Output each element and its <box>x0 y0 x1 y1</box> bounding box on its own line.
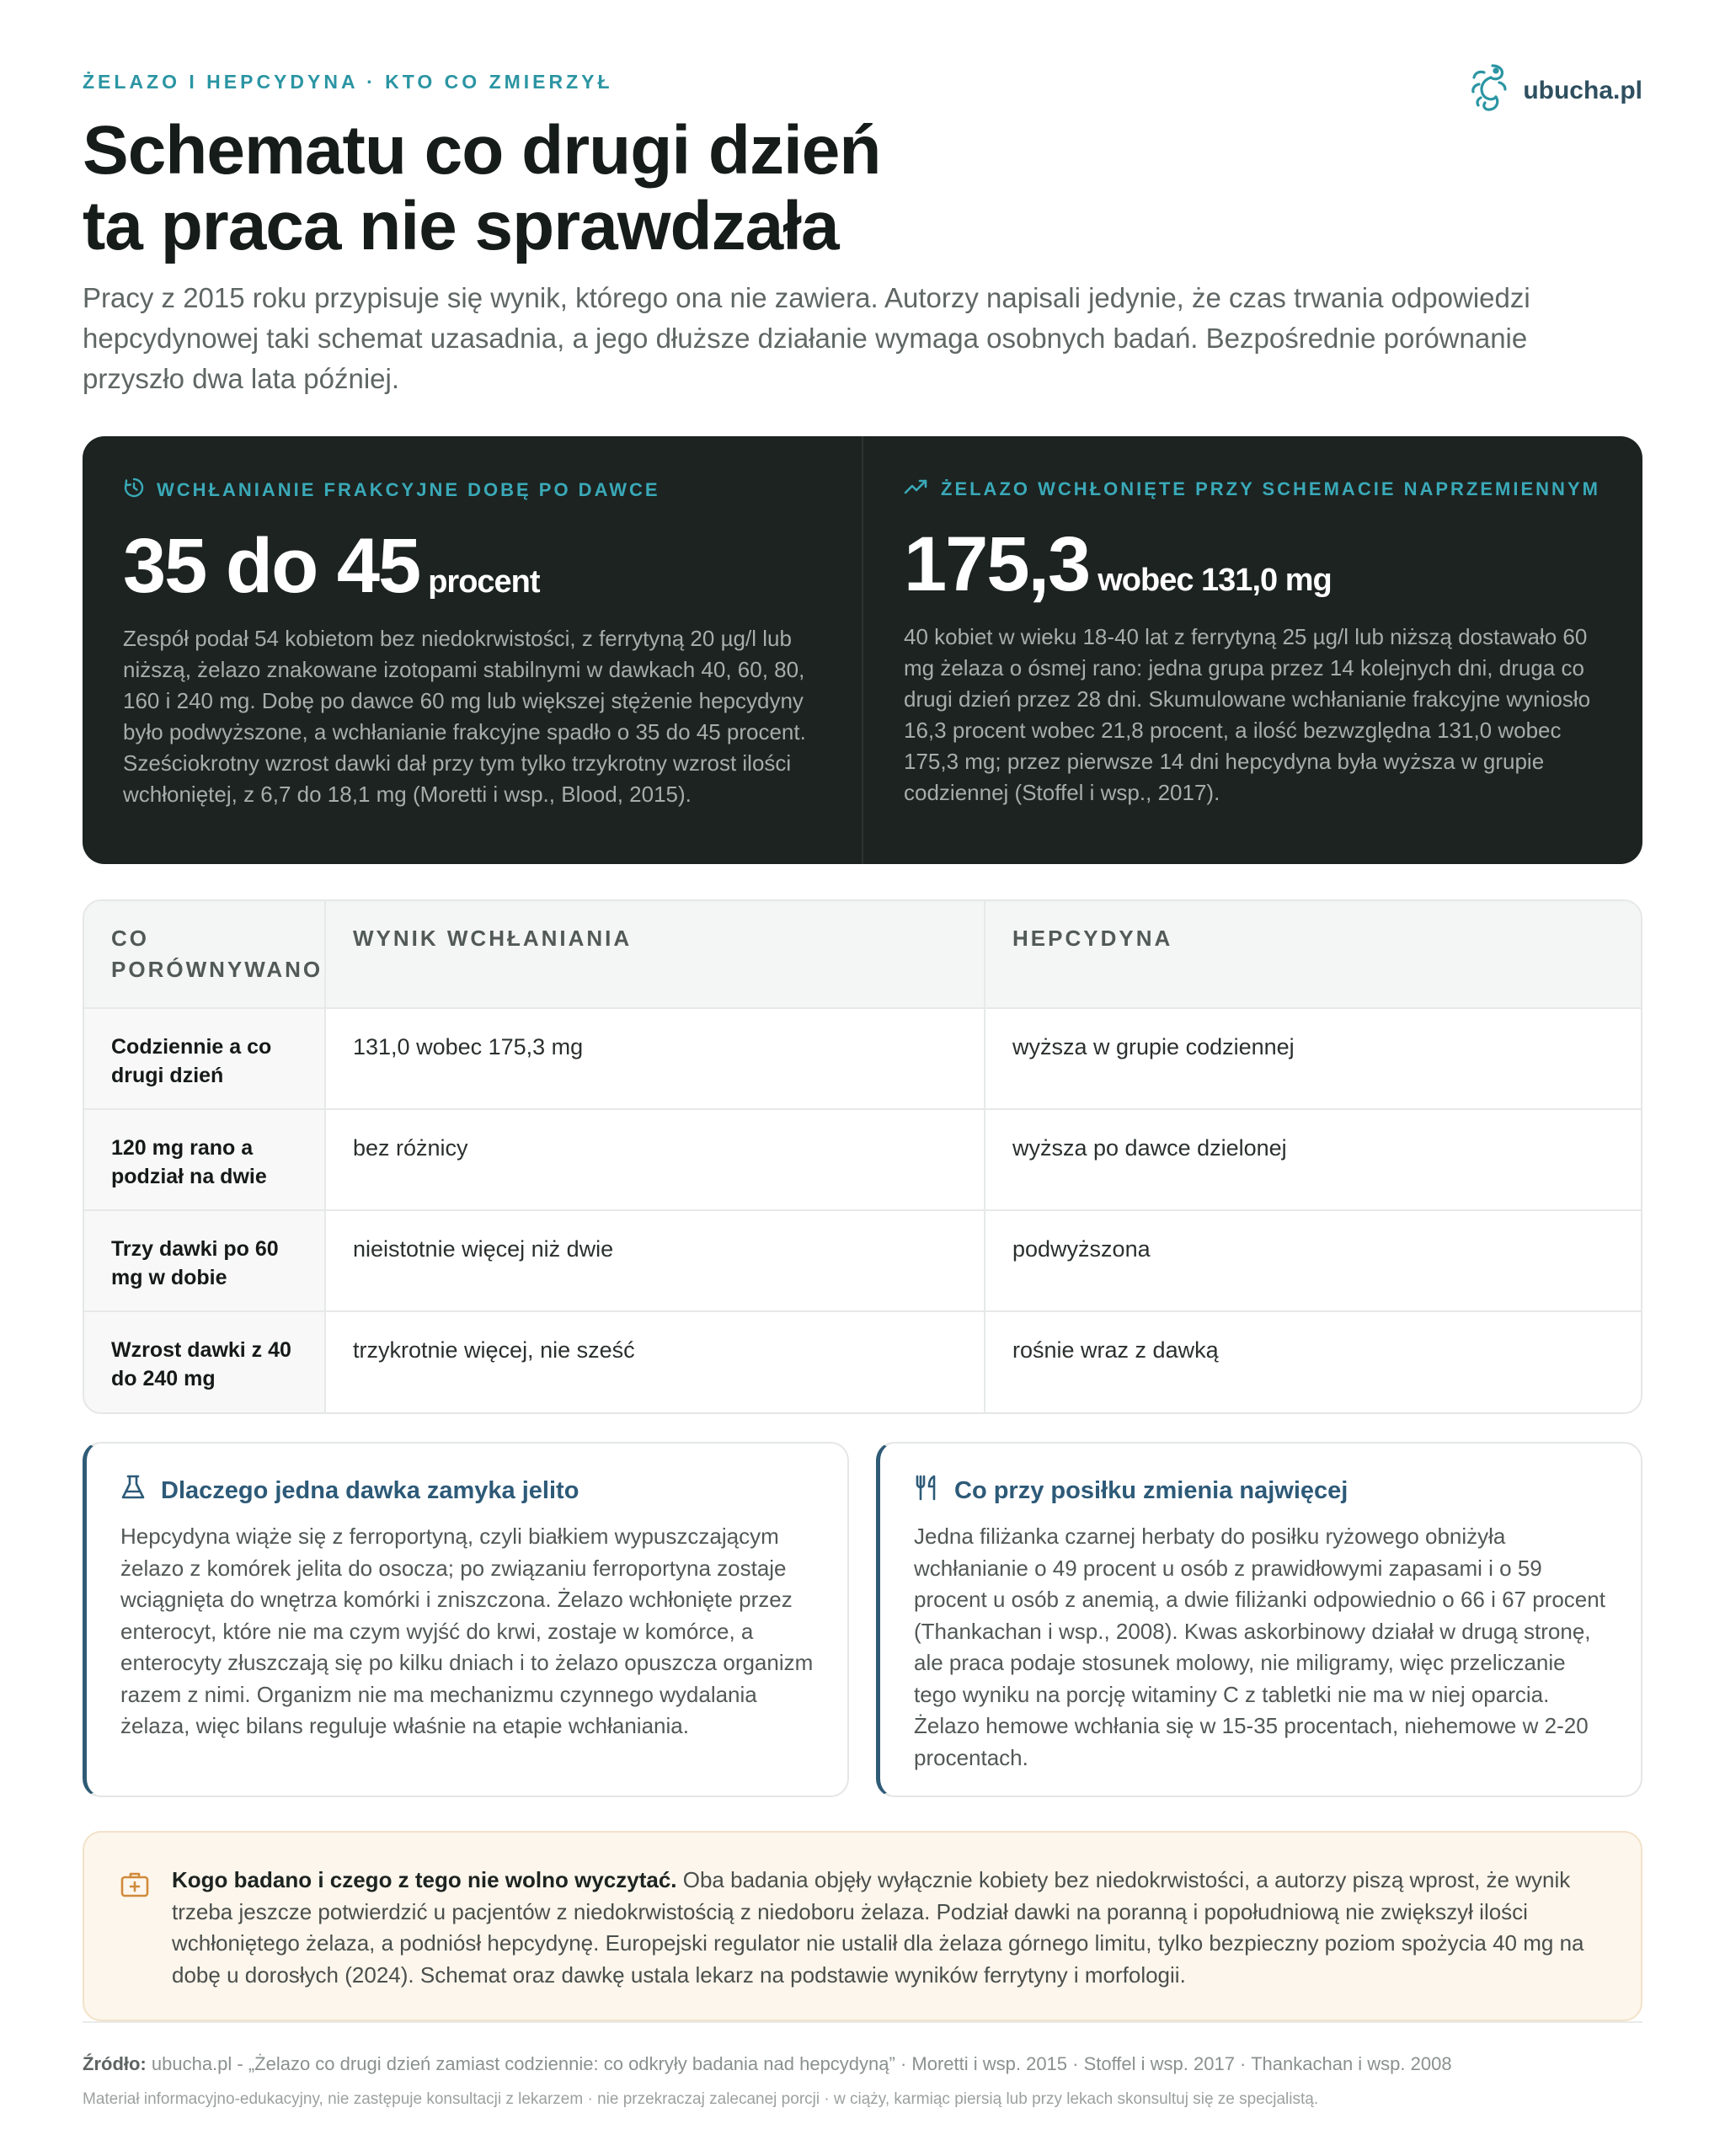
table-cell-hepcidin: rośnie wraz z dawką <box>985 1311 1642 1412</box>
table-cell-comparison: Trzy dawki po 60 mg w dobie <box>84 1210 325 1311</box>
page <box>83 0 1642 2156</box>
stat-absorption <box>83 436 862 864</box>
source-text: ubucha.pl - „Żelazo co drugi dzień zamiast codziennie: co odkryły badania nad hepcydyną” · Moretti i wsp. 2015 · Stoffel i wsp. 2017 · Thankachan i wsp. 2008 <box>146 2053 1452 2074</box>
table-cell-hepcidin: wyższa po dawce dzielonej <box>985 1109 1642 1210</box>
table-cell-hepcidin: wyższa w grupie codziennej <box>985 1008 1642 1109</box>
stat-label <box>904 477 1604 502</box>
table-row <box>84 1109 1642 1210</box>
utensils-icon <box>914 1474 939 1508</box>
warning-note <box>83 1831 1642 2021</box>
stat-description: 40 kobiet w wieku 18-40 lat z ferrytyną 25 µg/l lub niższą dostawało 60 mg żelaza o ósmej rano: jedna grupa przez 14 kolejnych dni, druga co drugi dzień przez 28 dni. Skumulowane wchłanianie frakcyjne wyniosło 16,3 procent wobec 21,8 procent, a ilość bezwzględna 131,0 wobec 175,3 mg; przez pierwsze 14 dni hepcydyna była wyższa w grupie codziennej (Stoffel i wsp., 2017). <box>904 624 1591 805</box>
note-lead: Kogo badano i czego z tego nie wolno wyczytać. <box>172 1867 677 1892</box>
trend-up-icon <box>904 477 929 502</box>
card-title: Co przy posiłku zmienia najwięcej <box>954 1476 1348 1504</box>
info-card-meal <box>876 1442 1642 1797</box>
card-text: Jedna filiżanka czarnej herbaty do posiłku ryżowego obniżyła wchłanianie o 49 procent u osób z prawidłowymi zapasami i o 59 procent u osób z anemią, a dwie filiżanki odpowiednio o 66 i 67 procent (Thankachan i wsp., 2008). Kwas askorbinowy działał w drugą stronę, ale praca podaje stosunek molowy, nie miligramy, więc przeliczanie tego wyniku na porcję witaminy C z tabletki nie ma w niej oparcia. Żelazo hemowe wchłania się w 15-35 procentach, niehemowe w 2-20 procentach. <box>914 1524 1605 1770</box>
table-cell-absorption: bez różnicy <box>325 1109 985 1210</box>
stat-unit: wobec 131,0 mg <box>1097 563 1332 598</box>
brand-name: ubucha.pl <box>1523 76 1642 104</box>
table-cell-comparison: Wzrost dawki z 40 do 240 mg <box>84 1311 325 1412</box>
table-row <box>84 1210 1642 1311</box>
source-label: Źródło: <box>83 2053 147 2074</box>
table-cell-hepcidin: podwyższona <box>985 1210 1642 1311</box>
card-text: Hepcydyna wiąże się z ferroportyną, czyli białkiem wypuszczającym żelazo z komórek jelita do osocza; po związaniu ferroportyna zostaje wciągnięta do wnętrza komórki i zniszczona. Żelazo wchłonięte przez enterocyt, które nie ma czym wyjść do krwi, zostaje w komórce, a enterocyty złuszczają się po kilku dniach i to żelazo opuszcza organizm razem z nimi. Organizm nie ma mechanizmu czynnego wydalania żelaza, więc bilans reguluje właśnie na etapie wchłaniania. <box>120 1524 814 1738</box>
note-body: Oba badania objęły wyłącznie kobiety bez niedokrwistości, a autorzy piszą wprost, że wynik trzeba jeszcze potwierdzić u pacjentów z niedokrwistością z niedoboru żelaza. Podział dawki na poranną i popołudniową nie zwiększył ilości wchłoniętego żelaza, a podniósł hepcydynę. Europejski regulator nie ustalił dla żelaza górnego limitu, tylko bezpieczny poziom spożycia 40 mg na dobę u dorosłych (2024). Schemat oraz dawkę ustala lekarz na podstawie wyników ferrytyny i morfologii. <box>172 1867 1584 1988</box>
table-row <box>84 1008 1642 1109</box>
lead-paragraph: Pracy z 2015 roku przypisuje się wynik, którego ona nie zawiera. Autorzy napisali jedynie, że czas trwania odpowiedzi hepcydynowej taki schemat uzasadnia, a jego dłuższe działanie wymaga osobnych badań. Bezpośrednie porównanie przyszło dwa lata później. <box>83 282 1530 394</box>
card-title: Dlaczego jedna dawka zamyka jelito <box>161 1476 579 1504</box>
brand-logo[interactable] <box>1467 59 1642 122</box>
stat-unit: procent <box>428 564 540 600</box>
note-text <box>172 1865 1599 1991</box>
info-card-gut <box>83 1442 849 1797</box>
table-row <box>84 1311 1642 1412</box>
table-cell-absorption: 131,0 wobec 175,3 mg <box>325 1008 985 1109</box>
stat-value <box>123 524 823 608</box>
medical-kit-icon <box>120 1870 150 1903</box>
stat-description: Zespół podał 54 kobietom bez niedokrwistości, z ferrytyną 20 µg/l lub niższą, żelazo znakowane izotopami stabilnymi w dawkach 40, 60, 80, 160 i 240 mg. Dobę po dawce 60 mg lub większej stężenie hepcydyny było podwyższone, a wchłanianie frakcyjne spadło o 35 do 45 procent. Sześciokrotny wzrost dawki dał przy tym tylko trzykrotny wzrost ilości wchłoniętej, z 6,7 do 18,1 mg (Moretti i wsp., Blood, 2015). <box>123 626 806 807</box>
title-line-1: Schematu co drugi dzień <box>83 112 881 189</box>
card-heading <box>914 1474 1607 1508</box>
column-header: CO PORÓWNYWANO <box>84 901 325 1008</box>
source-line <box>83 2053 1452 2075</box>
flask-icon <box>120 1474 146 1508</box>
stat-label <box>123 477 823 504</box>
clock-icon <box>123 477 145 504</box>
stat-number: 35 do 45 <box>123 523 420 609</box>
comparison-table <box>83 899 1642 1414</box>
table-cell-absorption: trzykrotnie więcej, nie sześć <box>325 1311 985 1412</box>
stat-number: 175,3 <box>904 521 1090 607</box>
stat-label-text: ŻELAZO WCHŁONIĘTE PRZY SCHEMACIE NAPRZEMIENNYM <box>941 478 1600 499</box>
table-cell-absorption: nieistotnie więcej niż dwie <box>325 1210 985 1311</box>
stats-panel <box>83 436 1642 864</box>
table-header-row <box>84 901 1642 1008</box>
card-heading <box>120 1474 814 1508</box>
table-cell-comparison: Codziennie a co drugi dzień <box>84 1008 325 1109</box>
stat-label-text: WCHŁANIANIE FRAKCYJNE DOBĘ PO DAWCE <box>157 479 660 500</box>
stat-alternate-schedule <box>862 436 1642 864</box>
page-title <box>83 113 880 264</box>
column-header: WYNIK WCHŁANIANIA <box>325 901 985 1008</box>
section-kicker: ŻELAZO I HEPCYDYNA · KTO CO ZMIERZYŁ <box>83 71 613 93</box>
column-header: HEPCYDYNA <box>985 901 1642 1008</box>
seahorse-logo-icon <box>1467 59 1511 122</box>
disclaimer: Materiał informacyjno-edukacyjny, nie zastępuje konsultacji z lekarzem · nie przekraczaj zalecanej porcji · w ciąży, karmiąc piersią lub przy lekach skonsultuj się ze specjalistą. <box>83 2090 1319 2108</box>
title-line-2: ta praca nie sprawdzała <box>83 188 839 264</box>
divider <box>83 2021 1642 2023</box>
stat-value <box>904 522 1604 606</box>
table-cell-comparison: 120 mg rano a podział na dwie <box>84 1109 325 1210</box>
